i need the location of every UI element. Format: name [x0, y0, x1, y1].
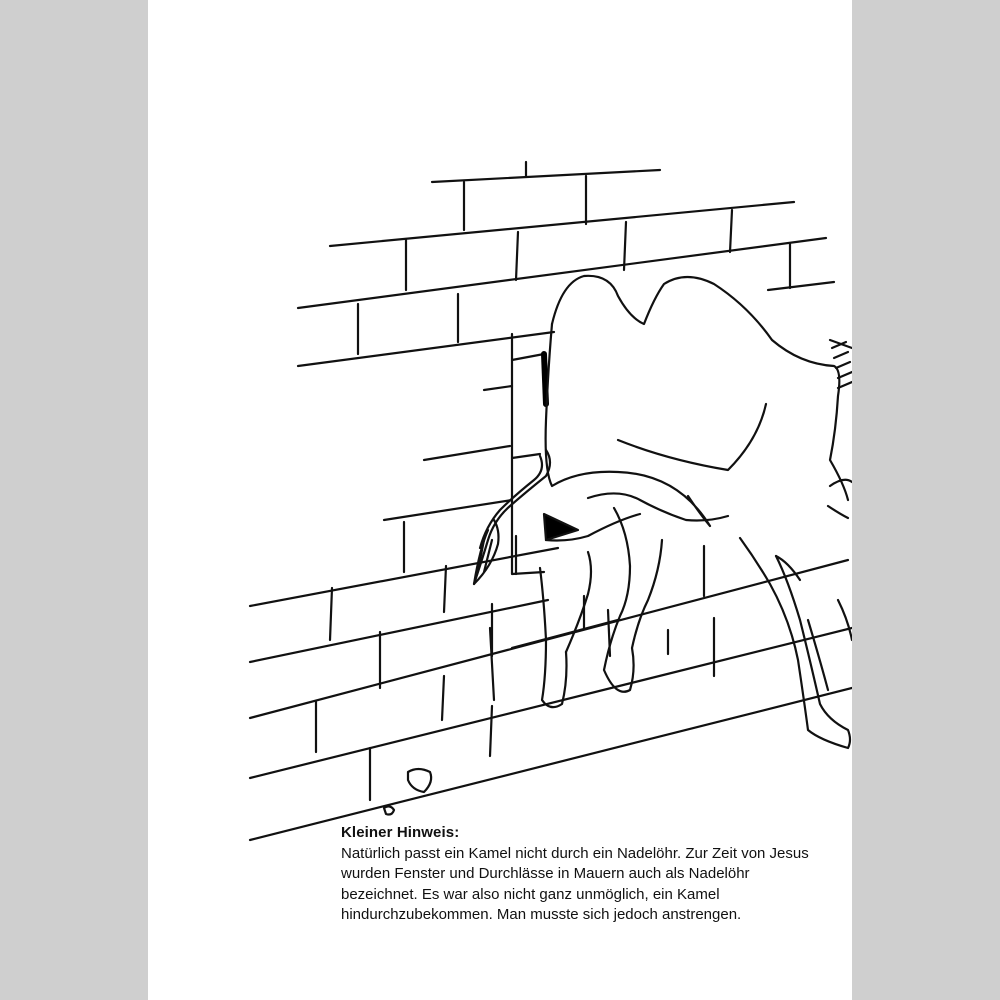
camel-wall-illustration	[148, 0, 852, 860]
hint-body: Natürlich passt ein Kamel nicht durch ein Nadelöhr. Zur Zeit von Jesus wurden Fenster und Durchlässe in Mauern auch als Nadelöhr bezeichnet. Es war also nicht ganz unmöglich, ein Kamel hindurchzubekommen. Man musste sich jedoch anstrengen.	[341, 844, 809, 923]
hint-title: Kleiner Hinweis:	[341, 824, 460, 841]
hint-note	[341, 823, 821, 926]
brick-wall-icon	[250, 162, 852, 840]
coloring-page	[148, 0, 852, 1000]
camel-icon	[474, 276, 852, 748]
